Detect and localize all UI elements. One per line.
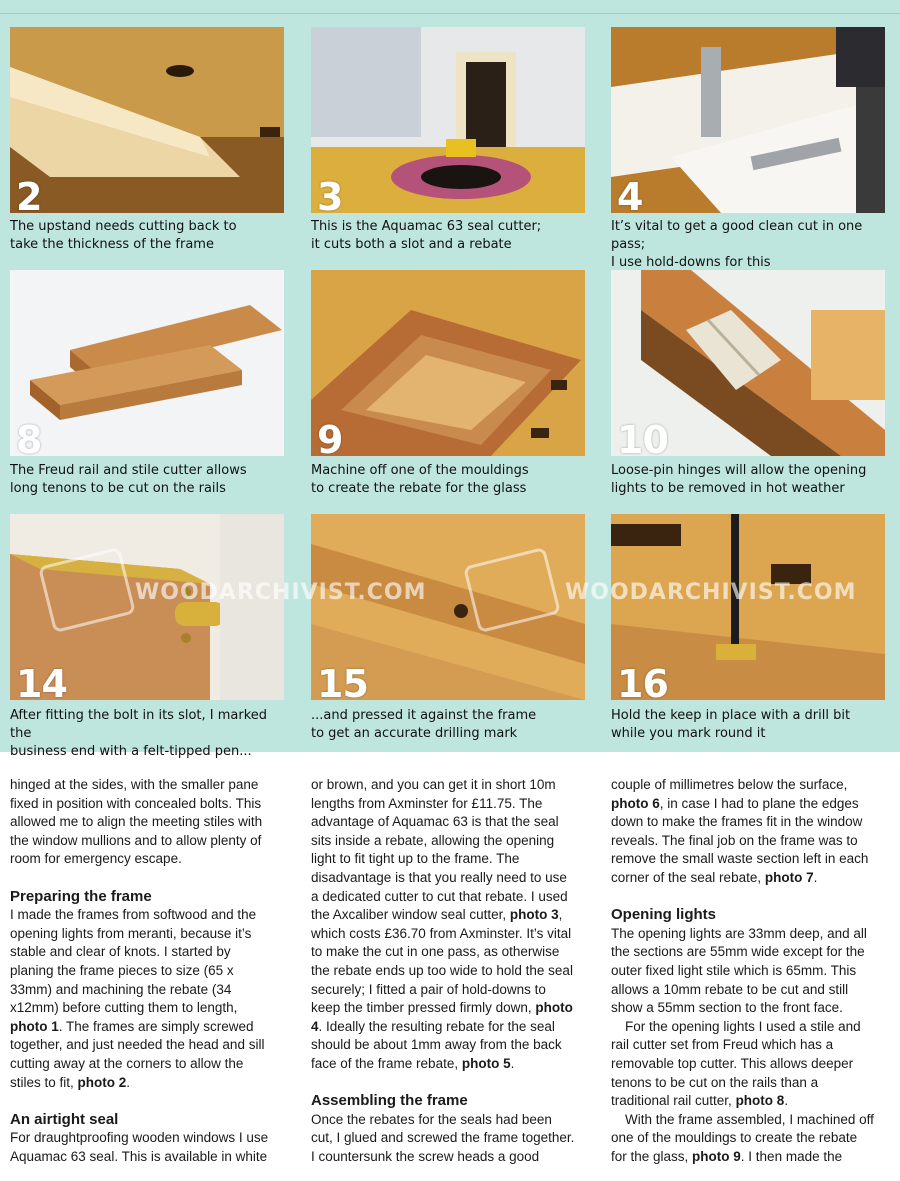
caption-14: [10, 707, 290, 761]
caption-16: [611, 707, 896, 743]
section-heading: Assembling the frame: [311, 1092, 468, 1110]
body-paragraph: Once the rebates for the seals had been cut, I glued and screwed the frame together. I countersunk the screw heads a good: [311, 1111, 575, 1164]
body-paragraph: couple of millimetres below the surface, photo 6, in case I had to plane the edges down to make the frames fit in the window reveals. The final job on the frame was to remove the small waste section left in each corner of the seal rebate, photo 7.: [611, 777, 869, 885]
photo-10: [611, 270, 885, 456]
photo-number: 8: [16, 418, 42, 456]
caption-line: After fitting the bolt in its slot, I marked the: [10, 708, 268, 741]
article-column-3: [611, 776, 886, 1166]
caption-line: long tenons to be cut on the rails: [10, 481, 226, 496]
photo-number: 14: [16, 662, 67, 700]
section-heading: Opening lights: [611, 906, 716, 924]
body-paragraph: The opening lights are 33mm deep, and all the sections are 55mm wide except for the outer fixed light stile which is 65mm. This allows a 10mm rebate to be cut and still show a 55mm section to the front face.: [611, 925, 867, 1016]
watermark: WOODARCHIVIST.COM: [565, 580, 857, 605]
article-column-2: [311, 776, 586, 1166]
caption-line: Machine off one of the mouldings: [311, 463, 529, 478]
caption-10: [611, 462, 896, 498]
body-paragraph: or brown, and you can get it in short 10m lengths from Axminster for £11.75. The advantage of Aquamac 63 is that the seal sits inside a rebate, allowing the opening light to fit tight up to the frame. The disadvantage is that you really need to use a dedicated cutter to cut that rebate. I used the Axcaliber window seal cutter, photo 3, which costs £36.70 from Axminster. It’s vital to make the cut in one pass, as otherwise the rebate ends up too wide to hold the seal securely; I fitted a pair of hold-downs to keep the timber pressed firmly down, photo 4. Ideally the resulting rebate for the seal should be about 1mm away from the back face of the frame rebate, photo 5.: [311, 777, 573, 1071]
caption-line: ...and pressed it against the frame: [311, 708, 537, 723]
panel-rule: [0, 13, 900, 14]
body-paragraph: For draughtproofing wooden windows I use Aquamac 63 seal. This is available in white: [10, 1130, 269, 1164]
caption-line: The Freud rail and stile cutter allows: [10, 463, 247, 478]
photo-number: 10: [617, 418, 668, 456]
photo-number: 15: [317, 662, 368, 700]
photo-4: [611, 27, 885, 213]
caption-line: business end with a felt-tipped pen...: [10, 744, 252, 759]
caption-3: [311, 218, 591, 254]
photo-number: 4: [617, 175, 643, 213]
section-heading: Preparing the frame: [10, 887, 152, 905]
caption-line: The upstand needs cutting back to: [10, 219, 237, 234]
photo-8-image: [10, 270, 284, 456]
body-paragraph: For the opening lights I used a stile and rail cutter set from Freud which has a removable top cutter. This allows deeper tenons to be cut on the rails than a traditional rail cutter, photo 8.: [611, 1018, 861, 1109]
photo-number: 16: [617, 662, 668, 700]
caption-line: It’s vital to get a good clean cut in one pass;: [611, 219, 863, 252]
caption-line: Loose-pin hinges will allow the opening: [611, 463, 867, 478]
body-paragraph: With the frame assembled, I machined off one of the mouldings to create the rebate for the glass, photo 9. I then made the: [611, 1111, 874, 1164]
body-paragraph: I made the frames from softwood and the opening lights from meranti, because it’s stable and clear of knots. I started by planing the frame pieces to size (65 x 33mm) and machining the rebate (34 x12mm) before cutting them to length, photo 1. The frames are simply screwed together, and just needed the head and sill cutting away at the corners to allow the stiles to fit, photo 2.: [10, 907, 265, 1090]
photo-number: 9: [317, 418, 343, 456]
caption-line: to get an accurate drilling mark: [311, 726, 518, 741]
photo-9: [311, 270, 585, 456]
caption-4: [611, 218, 896, 272]
caption-9: [311, 462, 591, 498]
caption-line: to create the rebate for the glass: [311, 481, 527, 496]
caption-line: it cuts both a slot and a rebate: [311, 237, 512, 252]
caption-2: [10, 218, 290, 254]
photo-3-image: [311, 27, 585, 213]
caption-line: I use hold-downs for this: [611, 255, 771, 270]
caption-line: Hold the keep in place with a drill bit: [611, 708, 851, 723]
photo-2-image: [10, 27, 284, 213]
body-paragraph: hinged at the sides, with the smaller pane fixed in position with concealed bolts. This allowed me to align the meeting stiles with the window mullions and to allow plenty of room for emergency escape.: [10, 777, 263, 867]
photo-4-image: [611, 27, 885, 213]
photo-2: [10, 27, 284, 213]
section-heading: An airtight seal: [10, 1110, 119, 1128]
caption-line: while you mark round it: [611, 726, 766, 741]
watermark: WOODARCHIVIST.COM: [135, 580, 427, 605]
caption-15: [311, 707, 591, 743]
photo-8: [10, 270, 284, 456]
caption-line: lights to be removed in hot weather: [611, 481, 845, 496]
photo-number: 2: [16, 175, 42, 213]
photo-9-image: [311, 270, 585, 456]
photo-16: [611, 514, 885, 700]
caption-line: take the thickness of the frame: [10, 237, 214, 252]
caption-line: This is the Aquamac 63 seal cutter;: [311, 219, 542, 234]
caption-8: [10, 462, 290, 498]
photo-3: [311, 27, 585, 213]
photo-number: 3: [317, 175, 343, 213]
article-column-1: [10, 776, 285, 1166]
